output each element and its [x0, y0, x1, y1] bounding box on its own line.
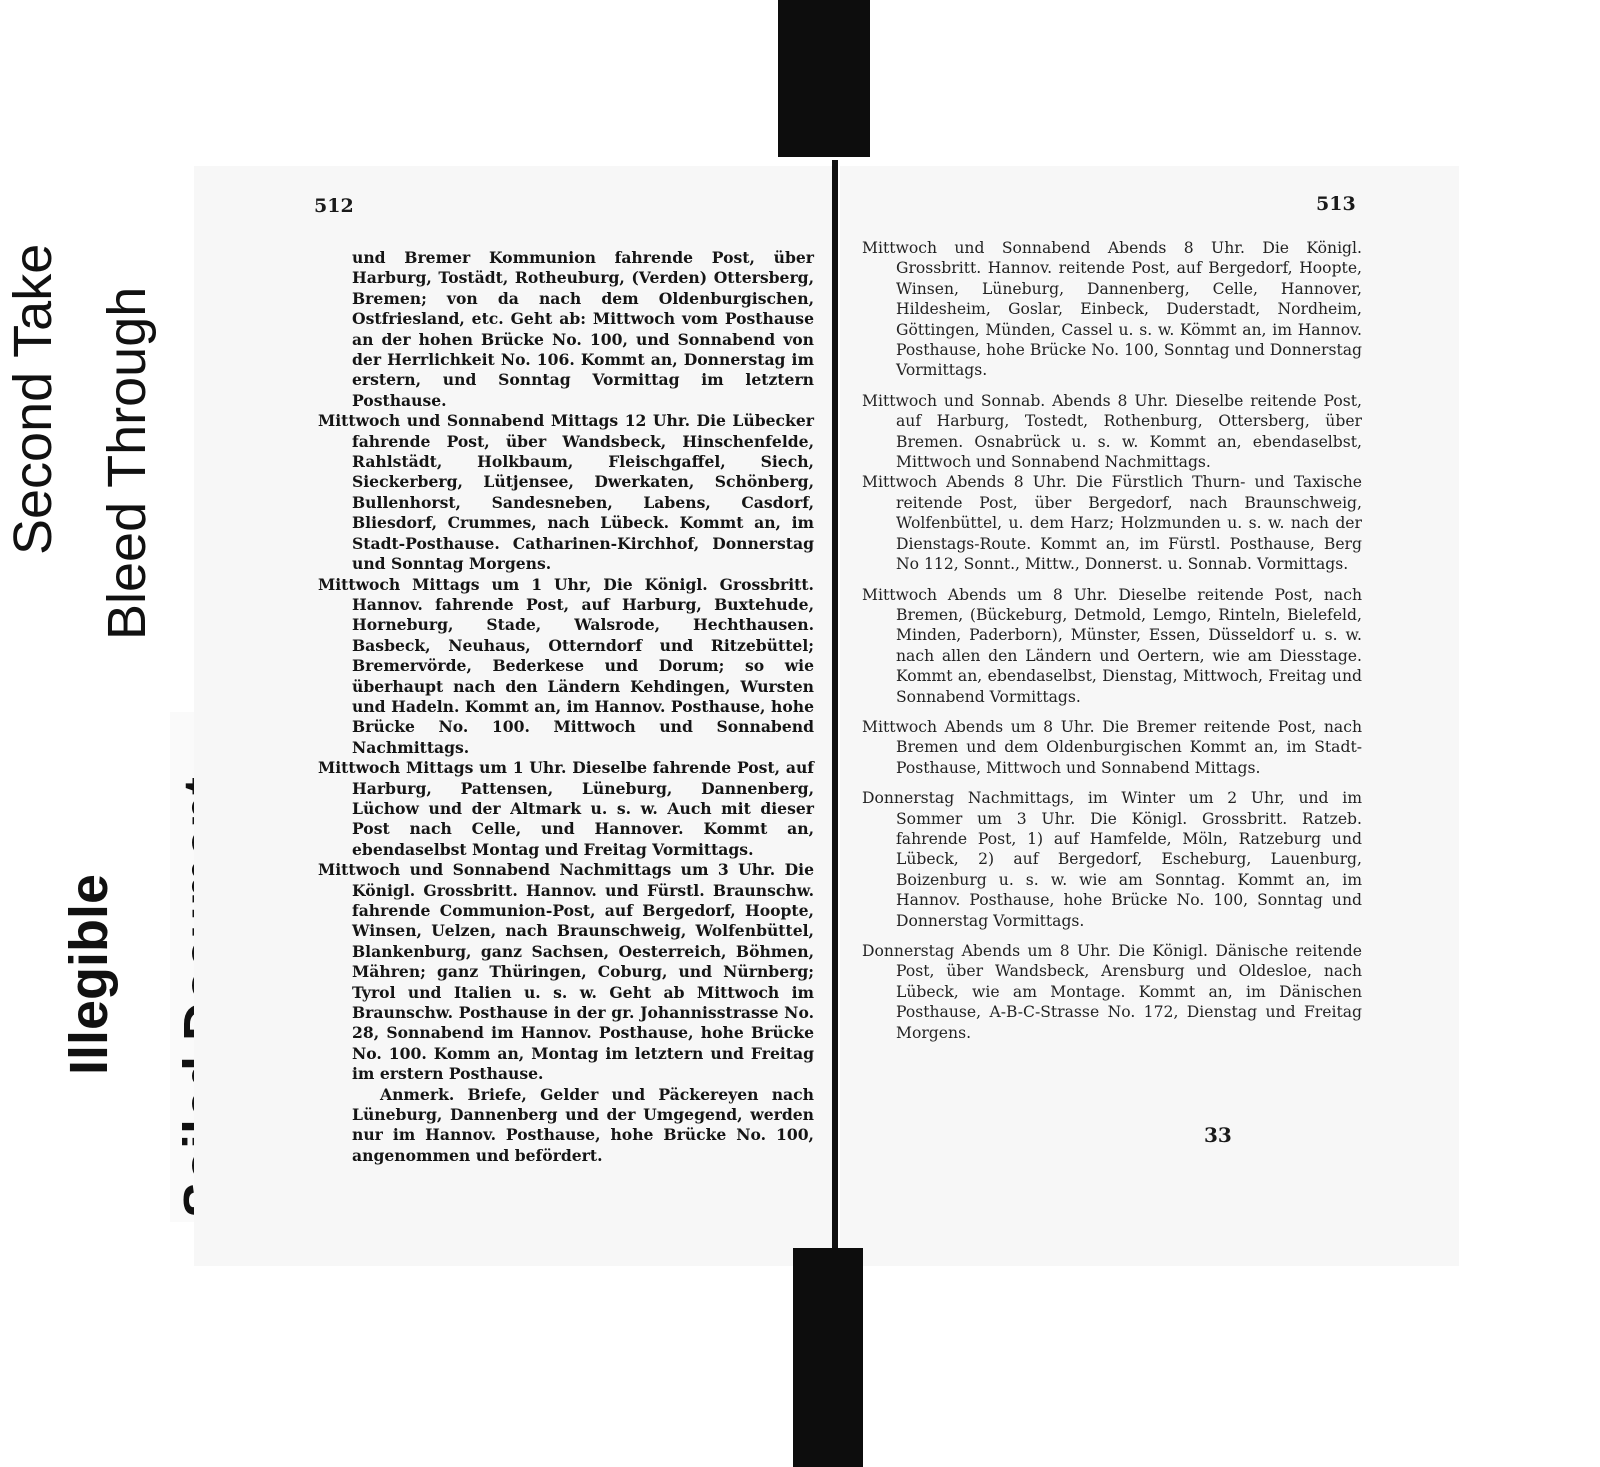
film-bar-bottom: [793, 1248, 863, 1467]
left-entry-4: Mittwoch Mittags um 1 Uhr. Dieselbe fahrende Post, auf Harburg, Pattensen, Lüneburg, Dannenberg, Lüchow und der Altmark u. s. w. Auch mit dieser Post nach Celle, und Hannover. Kommt an, ebendaselbst Montag und Freitag Vormittags.: [318, 758, 814, 859]
left-entry-3: Mittwoch Mittags um 1 Uhr, Die Königl. Grossbritt. Hannov. fahrende Post, auf Harburg, Buxtehude, Horneburg, Stade, Walsrode, Hechthausen. Basbeck, Neuhaus, Otterndorf und Ritzebüttel; Bremervörde, Bederkese und Dorum; so wie überhaupt nach den Ländern Kehdingen, Wursten und Hadeln. Kommt an, im Hannov. Posthause, hohe Brücke No. 100. Mittwoch und Sonnabend Nachmittags.: [318, 574, 814, 757]
page-number-left: 512: [314, 195, 354, 217]
book-gutter: [832, 160, 838, 1270]
right-entry-2: Mittwoch und Sonnab. Abends 8 Uhr. Dieselbe reitende Post, auf Harburg, Tostedt, Rothenburg, Ottersberg, über Bremen. Osnabrück u. s. w. Kommt an, ebendaselbst, Mittwoch und Sonnabend Nachmittags.: [862, 391, 1362, 472]
left-entry-note: Anmerk. Briefe, Gelder und Päckereyen nach Lüneburg, Dannenberg und der Umgegend, werden nur im Hannov. Posthause, hohe Brücke No. 100, angenommen und befördert.: [352, 1084, 814, 1165]
film-bar-top: [778, 0, 870, 157]
right-entry-5: Mittwoch Abends um 8 Uhr. Die Bremer reitende Post, nach Bremen und dem Oldenburgischen Kommt an, im Stadt-Posthause, Mittwoch und Sonnabend Mittags.: [862, 717, 1362, 777]
right-entry-1: Mittwoch und Sonnabend Abends 8 Uhr. Die Königl. Grossbritt. Hannov. reitende Post, auf Bergedorf, Hoopte, Winsen, Lüneburg, Dannenberg, Celle, Hannover, Hildesheim, Goslar, Einbeck, Duderstadt, Nordheim, Göttingen, Münden, Cassel u. s. w. Kömmt an, im Hannov. Posthause, hohe Brücke No. 100, Sonntag und Donnerstag Vormittags.: [862, 239, 1362, 380]
stamp-illegible: Illegible: [59, 873, 119, 1075]
left-entry-1: und Bremer Kommunion fahrende Post, über Harburg, Tostädt, Rotheuburg, (Verden) Ottersberg, Bremen; von da nach dem Oldenburgischen, Ostfriesland, etc. Geht ab: Mittwoch vom Posthause an der hohen Brücke No. 100, und Sonnabend von der Herrlichkeit No. 106. Kommt an, Donnerstag im erstern, und Sonntag Vormittag im letztern Posthause.: [352, 248, 814, 410]
stamp-second-take: Second Take: [3, 243, 63, 555]
left-entry-5: Mittwoch und Sonnabend Nachmittags um 3 Uhr. Die Königl. Grossbritt. Hannov. und Fürstl. Braunschw. fahrende Communion-Post, auf Bergedorf, Hoopte, Winsen, Uelzen, nach Braunschweig, Wolfenbüttel, Blankenburg, ganz Sachsen, Oesterreich, Böhmen, Mähren; ganz Thüringen, Coburg, und Nürnberg; Tyrol und Italien u. s. w. Geht ab Mittwoch im Braunschw. Posthause in der gr. Johannisstrasse No. 28, Sonnabend im Hannov. Posthause, hohe Brücke No. 100. Komm an, Montag im letztern und Freitag im erstern Posthause.: [318, 860, 814, 1084]
left-page-text: [318, 248, 814, 1166]
right-page-text: [862, 238, 1362, 1043]
left-entry-2: Mittwoch und Sonnabend Mittags 12 Uhr. Die Lübecker fahrende Post, über Wandsbeck, Hinschenfelde, Rahlstädt, Holkbaum, Fleischgaffel, Siech, Sieckerberg, Lütjensee, Dwerkaten, Schönberg, Bullenhorst, Sandesneben, Labens, Casdorf, Bliesdorf, Crummes, nach Lübeck. Kommt an, im Stadt-Posthause. Catharinen-Kirchhof, Donnerstag und Sonntag Morgens.: [318, 411, 814, 574]
right-entry-7: Donnerstag Abends um 8 Uhr. Die Königl. Dänische reitende Post, über Wandsbeck, Arensburg und Oldesloe, nach Lübeck, wie am Montage. Kommt an, im Dänischen Posthause, A-B-C-Strasse No. 172, Dienstag und Freitag Morgens.: [862, 942, 1362, 1042]
signature-mark: 33: [1204, 1123, 1232, 1147]
right-entry-4: Mittwoch Abends um 8 Uhr. Dieselbe reitende Post, nach Bremen, (Bückeburg, Detmold, Lemgo, Rinteln, Bielefeld, Minden, Paderborn), Münster, Essen, Düsseldorf u. s. w. nach allen den Ländern und Oertern, wie am Diesstage. Kommt an, ebendaselbst, Dienstag, Mittwoch, Freitag und Sonnabend Vormittags.: [862, 585, 1362, 706]
page-number-right: 513: [1316, 193, 1356, 215]
stamp-bleed-through: Bleed Through: [97, 286, 157, 640]
right-entry-3: Mittwoch Abends 8 Uhr. Die Fürstlich Thurn- und Taxische reitende Post, über Bergedorf, nach Braunschweig, Wolfenbüttel, u. dem Harz; Holzmunden u. s. w. nach der Dienstags-Route. Kommt an, im Fürstl. Posthause, Berg No 112, Sonnt., Mittw., Donnerst. u. Sonnab. Vormittags.: [862, 473, 1362, 574]
right-entry-6: Donnerstag Nachmittags, im Winter um 2 Uhr, und im Sommer um 3 Uhr. Die Königl. Grossbritt. Ratzeb. fahrende Post, 1) auf Hamfelde, Möln, Ratzeburg und Lübeck, 2) auf Bergedorf, Escheburg, Lauenburg, Boizenburg u. s. w. wie am Sonntag. Kommt an, im Hannov. Posthause, hohe Brücke No. 100, Sonntag und Donnerstag Vormittags.: [862, 789, 1362, 930]
